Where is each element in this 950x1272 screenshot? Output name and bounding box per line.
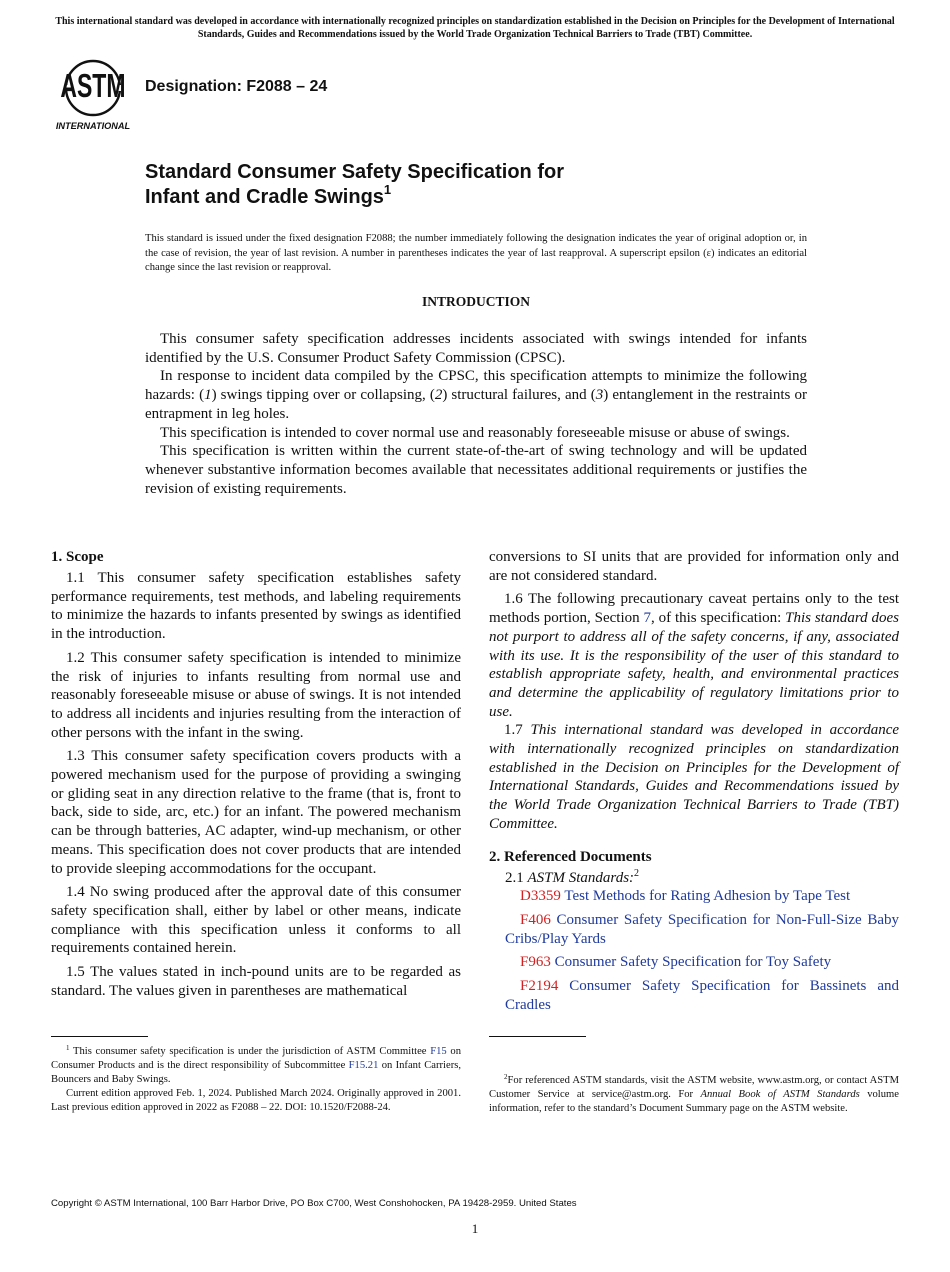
title-line-2-text: Infant and Cradle Swings <box>145 186 384 208</box>
reference-item <box>489 953 899 972</box>
section-1-3: 1.3 This consumer safety specification covers products with a powered mechanism used for the purpose of providing a swinging or gliding seat in any direction relative to the frame (that is, front to back, side to side, arc, etc.) for an infant. The powered mechanism can be through batteries, AC adapter, wind-up mechanism, or other means. This specification does not cover products that are intended to provide sleeping accommodations for the occupant. <box>51 748 461 877</box>
subcommittee-link[interactable]: F15.21 <box>348 1060 379 1071</box>
referenced-documents-heading: 2. Referenced Documents <box>489 848 652 865</box>
subsection-number: 2.1 <box>505 869 528 886</box>
reference-code-link[interactable]: F963 <box>520 954 551 971</box>
section-1-5-end: conversions to SI units that are provided for information only and are not considered standard. <box>489 549 899 584</box>
logo-sub: INTERNATIONAL <box>55 121 131 131</box>
section-1-6-text: , of this specification: <box>650 610 786 627</box>
page-number: 1 <box>471 1221 479 1236</box>
footnote-2-text <box>489 1074 899 1116</box>
intro-p2-text: ) structural failures, and ( <box>442 387 596 404</box>
astm-standards-label <box>489 869 899 888</box>
introduction <box>145 330 807 498</box>
title-line-2 <box>145 182 765 210</box>
reference-title-link[interactable]: Consumer Safety Specification for Non-Full-Size Baby Cribs/Play Yards <box>505 911 900 947</box>
footnote-divider <box>51 1036 148 1037</box>
footnote-italic: Annual Book of ASTM Standards <box>700 1089 860 1100</box>
section-1-6 <box>489 590 899 721</box>
footnote-text: This consumer safety specification is under the jurisdiction of ASTM Committee <box>73 1046 431 1057</box>
right-column <box>489 548 899 1019</box>
footnote-1-text <box>51 1045 461 1087</box>
title-footnote-ref[interactable]: 1 <box>383 182 392 197</box>
left-column <box>51 548 461 1005</box>
intro-paragraph-1: This consumer safety specification addresses incidents associated with swings intended for infants identified by the U.S. Consumer Product Safety Commission (CPSC). <box>145 331 807 366</box>
footnote-divider <box>489 1036 586 1037</box>
hazard-number: 2 <box>434 387 443 404</box>
reference-title-link[interactable]: Consumer Safety Specification for Toy Safety <box>554 954 832 971</box>
header-notice: This international standard was developed in accordance with internationally recognized principles on standardization established in the Decision on Principles for the Development of International Standards, Guides and Recommendations issued by the World Trade Organization Technical Barriers to Trade (TBT) Committee. <box>55 16 895 40</box>
section-1-7 <box>489 721 899 833</box>
hazard-number: 1 <box>204 387 212 404</box>
intro-p2-text: ) entanglement in the restraints or entrapment in leg holes. <box>145 387 807 422</box>
footnote-text: For referenced ASTM standards, visit the ASTM website, www.astm.org, or contact ASTM Customer Service at service@astm.org. For <box>489 1075 899 1100</box>
footnote-2-ref[interactable]: 2 <box>634 867 640 879</box>
issued-note: This standard is issued under the fixed designation F2088; the number immediately following the designation indicates the year of original adoption or, in the case of revision, the year of last revision. A number in parentheses indicates the year of last reapproval. A superscript epsilon (ε) indicates an editorial change since the last revision or reapproval. <box>145 233 807 273</box>
reference-code-link[interactable]: F2194 <box>520 978 559 995</box>
reference-item <box>489 911 899 948</box>
hazard-number: 3 <box>595 387 604 404</box>
logo-mark: ASTM <box>60 67 126 106</box>
astm-logo-graphic <box>53 58 135 132</box>
section-1-7-number: 1.7 <box>504 722 531 739</box>
title-line-1: Standard Consumer Safety Specification for <box>145 161 564 183</box>
reference-code-link[interactable]: D3359 <box>520 888 561 905</box>
designation: Designation: F2088 – 24 <box>145 78 328 95</box>
footnote-1 <box>51 1045 461 1115</box>
footnote-1-edition: Current edition approved Feb. 1, 2024. Published March 2024. Originally approved in 2001. Last previous edition approved in 2022 as F2088 – 22. DOI: 10.1520/F2088-24. <box>51 1088 461 1113</box>
intro-p2-text: ) swings tipping over or collapsing, ( <box>211 387 435 404</box>
reference-title-link[interactable]: Consumer Safety Specification for Bassinets and Cradles <box>505 978 899 1013</box>
copyright: Copyright © ASTM International, 100 Barr Harbor Drive, PO Box C700, West Conshohocken, PA 19428-2959. United States <box>51 1198 577 1209</box>
intro-p2-text: In response to incident data compiled by the CPSC, this specification attempts to minimize the following hazards: ( <box>145 368 807 404</box>
reference-item <box>489 977 899 1014</box>
section-1-5-start: 1.5 The values stated in inch-pound units are to be regarded as standard. The values given in parentheses are mathematical <box>51 964 461 999</box>
astm-logo <box>53 58 135 132</box>
footnote-marker: 2 <box>504 1073 508 1081</box>
section-1-1: 1.1 This consumer safety specification establishes safety performance requirements, test methods, and labeling requirements to minimize the hazards to infants presented by swings as identified in the introduction. <box>51 570 461 643</box>
page-title <box>145 160 765 210</box>
footnote-2 <box>489 1074 899 1116</box>
reference-item <box>489 887 899 906</box>
committee-link[interactable]: F15 <box>430 1046 447 1057</box>
subsection-label: ASTM Standards: <box>527 869 635 886</box>
section-1-6-caveat: This standard does not purport to address all of the safety concerns, if any, associated with its use. It is the responsibility of the user of this standard to establish appropriate safety, health, and environmental practices and determine the applicability of regulatory limitations prior to use. <box>489 610 899 720</box>
reference-code-link[interactable]: F406 <box>520 911 551 928</box>
section-1-2: 1.2 This consumer safety specification is intended to minimize the risk of injuries to infants resulting from normal use and reasonably foreseeable misuse or abuse of swings. It is not intended to address all incidents and injuries resulting from the interaction of other persons with the infant in the swing. <box>51 649 461 741</box>
footnote-text: on Infant Carriers, Bouncers and Baby Swings. <box>51 1060 461 1085</box>
section-1-6-text: 1.6 The following precautionary caveat pertains only to the test methods portion, Section <box>489 591 899 627</box>
section-1-4: 1.4 No swing produced after the approval date of this consumer safety specification shall, either by label or other means, indicate compliance with this specification unless it conforms to all requirements contained herein. <box>51 884 461 957</box>
reference-title-link[interactable]: Test Methods for Rating Adhesion by Tape Test <box>564 888 851 905</box>
scope-heading: 1. Scope <box>51 549 104 565</box>
intro-paragraph-4: This specification is written within the current state-of-the-art of swing technology and will be updated whenever substantive information becomes available that necessitates additional requirements or justifies the revision of existing requirements. <box>145 443 807 497</box>
footnote-text: volume information, refer to the standard’s Document Summary page on the ASTM website. <box>489 1089 899 1114</box>
intro-paragraph-2 <box>145 367 807 423</box>
introduction-heading: INTRODUCTION <box>421 294 530 309</box>
footnote-marker: 1 <box>66 1044 70 1052</box>
reference-list <box>489 887 899 1014</box>
intro-paragraph-3: This specification is intended to cover normal use and reasonably foreseeable misuse or abuse of swings. <box>160 424 790 441</box>
section-1-7-text: This international standard was developed in accordance with internationally recognized principles on standardization established in the Decision on Principles for the Development of International Standards, Guides and Recommendations issued by the World Trade Organization Technical Barriers to Trade (TBT) Committee. <box>489 722 900 832</box>
footnote-text: on Consumer Products and is the direct responsibility of Subcommittee <box>51 1046 461 1071</box>
section-7-link[interactable]: 7 <box>643 610 651 627</box>
